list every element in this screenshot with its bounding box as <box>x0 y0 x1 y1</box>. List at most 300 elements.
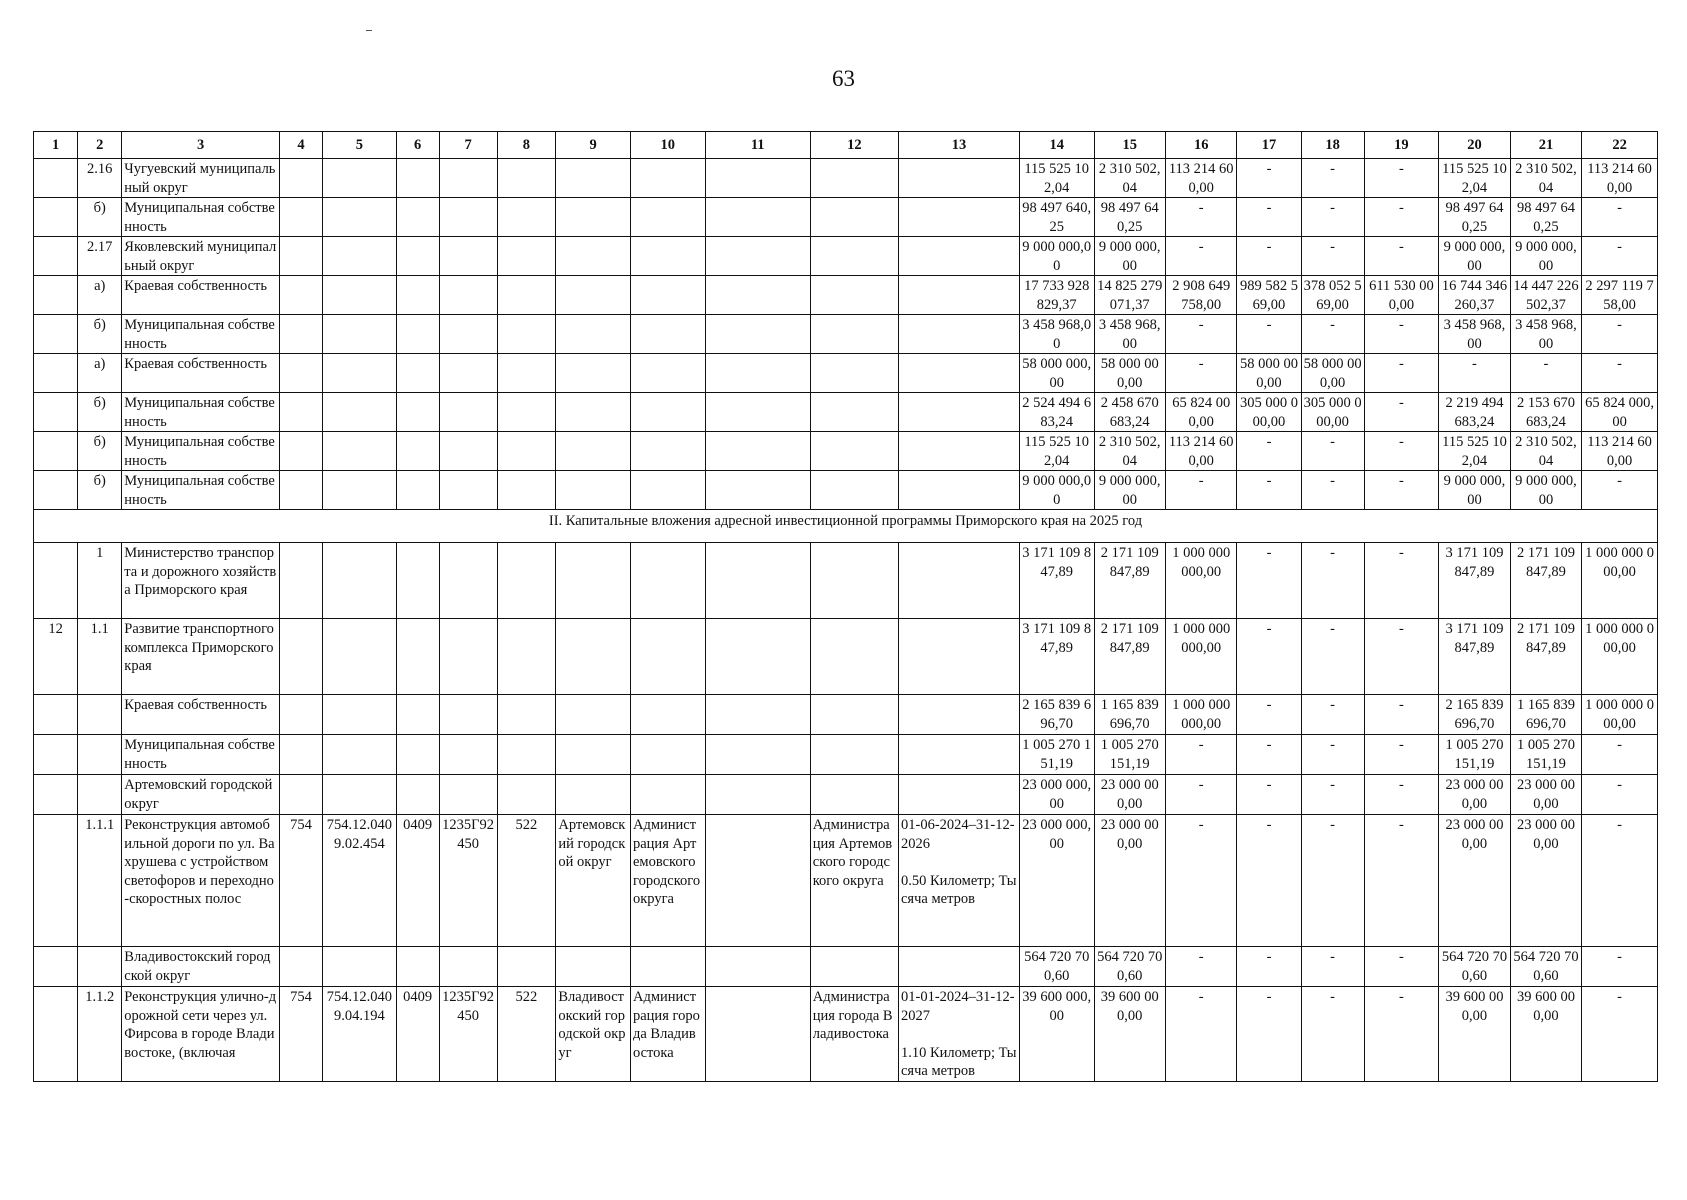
cell-col-4 <box>279 432 322 471</box>
cell-col-19: 611 530 000,00 <box>1364 276 1439 315</box>
cell-col-7: 1235Г92450 <box>439 815 497 947</box>
cell-col-17: - <box>1237 237 1301 276</box>
cell-col-19: - <box>1364 393 1439 432</box>
cell-col-15: 23 000 000,00 <box>1094 815 1165 947</box>
header-cell: 6 <box>396 132 439 159</box>
cell-col-4 <box>279 471 322 510</box>
cell-col-4 <box>279 543 322 619</box>
header-cell: 8 <box>497 132 556 159</box>
header-cell: 4 <box>279 132 322 159</box>
cell-col-5 <box>323 237 397 276</box>
header-cell: 7 <box>439 132 497 159</box>
cell-col-17: - <box>1237 543 1301 619</box>
cell-col-3: Яковлевский муниципальный округ <box>122 237 280 276</box>
cell-col-10 <box>630 198 705 237</box>
cell-col-8 <box>497 432 556 471</box>
cell-col-13 <box>899 775 1020 815</box>
cell-col-20: 3 458 968,00 <box>1439 315 1510 354</box>
cell-col-5 <box>323 393 397 432</box>
cell-col-14: 3 171 109 847,89 <box>1019 619 1094 695</box>
cell-col-12 <box>810 775 898 815</box>
cell-col-15: 9 000 000,00 <box>1094 471 1165 510</box>
cell-col-5 <box>323 432 397 471</box>
cell-col-12: Администрация города Владивостока <box>810 987 898 1082</box>
cell-col-11 <box>705 775 810 815</box>
cell-col-17: - <box>1237 159 1301 198</box>
cell-col-7: 1235Г92450 <box>439 987 497 1082</box>
cell-col-22: 1 000 000 000,00 <box>1582 619 1658 695</box>
cell-col-18: - <box>1301 432 1364 471</box>
cell-col-18: - <box>1301 543 1364 619</box>
cell-col-7 <box>439 159 497 198</box>
header-cell: 11 <box>705 132 810 159</box>
cell-col-6 <box>396 619 439 695</box>
cell-col-1 <box>34 276 78 315</box>
cell-col-11 <box>705 237 810 276</box>
cell-col-1 <box>34 315 78 354</box>
cell-col-20: 115 525 102,04 <box>1439 432 1510 471</box>
cell-col-17: - <box>1237 815 1301 947</box>
cell-col-22: - <box>1582 237 1658 276</box>
header-cell: 1 <box>34 132 78 159</box>
cell-col-14: 23 000 000,00 <box>1019 815 1094 947</box>
cell-col-15: 98 497 640,25 <box>1094 198 1165 237</box>
cell-col-11 <box>705 695 810 735</box>
cell-col-14: 115 525 102,04 <box>1019 159 1094 198</box>
cell-col-1: 12 <box>34 619 78 695</box>
cell-col-7 <box>439 237 497 276</box>
cell-col-16: 113 214 600,00 <box>1165 159 1236 198</box>
cell-col-8 <box>497 276 556 315</box>
cell-col-10 <box>630 947 705 987</box>
table-row <box>34 393 1658 432</box>
cell-col-2: б) <box>78 432 122 471</box>
cell-col-22: 65 824 000,00 <box>1582 393 1658 432</box>
cell-col-1 <box>34 815 78 947</box>
cell-col-11 <box>705 315 810 354</box>
cell-col-20: 2 219 494 683,24 <box>1439 393 1510 432</box>
cell-col-12 <box>810 315 898 354</box>
cell-col-17: - <box>1237 432 1301 471</box>
cell-col-5 <box>323 159 397 198</box>
header-cell: 12 <box>810 132 898 159</box>
cell-col-6 <box>396 237 439 276</box>
cell-col-15: 2 171 109 847,89 <box>1094 543 1165 619</box>
cell-col-3: Артемовский городской округ <box>122 775 280 815</box>
cell-col-15: 2 310 502,04 <box>1094 159 1165 198</box>
cell-col-16: 113 214 600,00 <box>1165 432 1236 471</box>
cell-col-18: - <box>1301 159 1364 198</box>
cell-col-1 <box>34 198 78 237</box>
cell-col-5 <box>323 735 397 775</box>
cell-col-21: 23 000 000,00 <box>1510 775 1581 815</box>
cell-col-21: - <box>1510 354 1581 393</box>
cell-col-9 <box>556 393 631 432</box>
section-title: II. Капитальные вложения адресной инвестиционной программы Приморского края на 2025 год <box>34 510 1658 543</box>
cell-col-4 <box>279 775 322 815</box>
cell-col-8 <box>497 735 556 775</box>
cell-col-3: Развитие транспортного комплекса Приморского края <box>122 619 280 695</box>
cell-col-14: 39 600 000,00 <box>1019 987 1094 1082</box>
cell-col-19: - <box>1364 619 1439 695</box>
cell-col-4 <box>279 354 322 393</box>
cell-col-7 <box>439 432 497 471</box>
cell-col-12 <box>810 276 898 315</box>
cell-col-14: 58 000 000,00 <box>1019 354 1094 393</box>
cell-col-14: 2 524 494 683,24 <box>1019 393 1094 432</box>
cell-col-18: - <box>1301 947 1364 987</box>
cell-col-5: 754.12.0409.04.194 <box>323 987 397 1082</box>
cell-col-21: 2 171 109 847,89 <box>1510 543 1581 619</box>
cell-col-4 <box>279 198 322 237</box>
cell-col-9 <box>556 432 631 471</box>
cell-col-3: Краевая собственность <box>122 354 280 393</box>
cell-col-8: 522 <box>497 987 556 1082</box>
cell-col-2: 1.1 <box>78 619 122 695</box>
cell-col-10: Администрация города Владивостока <box>630 987 705 1082</box>
cell-col-10 <box>630 159 705 198</box>
cell-col-6 <box>396 432 439 471</box>
cell-col-8 <box>497 543 556 619</box>
cell-col-9: Владивостокский городской округ <box>556 987 631 1082</box>
cell-col-11 <box>705 432 810 471</box>
cell-col-18: 58 000 000,00 <box>1301 354 1364 393</box>
cell-col-21: 14 447 226 502,37 <box>1510 276 1581 315</box>
cell-col-21: 2 310 502,04 <box>1510 159 1581 198</box>
header-cell: 9 <box>556 132 631 159</box>
cell-col-3: Муниципальная собственность <box>122 393 280 432</box>
page-number: 63 <box>832 66 855 91</box>
cell-col-6 <box>396 276 439 315</box>
cell-col-16: - <box>1165 775 1236 815</box>
cell-col-20: 3 171 109 847,89 <box>1439 543 1510 619</box>
cell-col-6 <box>396 947 439 987</box>
cell-col-18: - <box>1301 987 1364 1082</box>
cell-col-13 <box>899 315 1020 354</box>
cell-col-11 <box>705 276 810 315</box>
cell-col-5 <box>323 947 397 987</box>
cell-col-13 <box>899 619 1020 695</box>
cell-col-8 <box>497 775 556 815</box>
cell-col-18: 378 052 569,00 <box>1301 276 1364 315</box>
cell-col-22: - <box>1582 315 1658 354</box>
cell-col-4: 754 <box>279 987 322 1082</box>
table-row <box>34 354 1658 393</box>
cell-col-20: 23 000 000,00 <box>1439 775 1510 815</box>
cell-col-8 <box>497 695 556 735</box>
cell-col-7 <box>439 947 497 987</box>
header-cell: 5 <box>323 132 397 159</box>
cell-col-9 <box>556 315 631 354</box>
cell-col-8 <box>497 471 556 510</box>
cell-col-13 <box>899 354 1020 393</box>
cell-col-12 <box>810 695 898 735</box>
cell-col-10 <box>630 276 705 315</box>
cell-col-11 <box>705 619 810 695</box>
cell-col-11 <box>705 947 810 987</box>
cell-col-16: - <box>1165 947 1236 987</box>
cell-col-12 <box>810 471 898 510</box>
cell-col-21: 564 720 700,60 <box>1510 947 1581 987</box>
cell-col-13 <box>899 432 1020 471</box>
cell-col-3: Муниципальная собственность <box>122 471 280 510</box>
cell-col-10 <box>630 393 705 432</box>
header-cell: 20 <box>1439 132 1510 159</box>
cell-col-7 <box>439 695 497 735</box>
cell-col-10 <box>630 432 705 471</box>
cell-col-21: 2 310 502,04 <box>1510 432 1581 471</box>
cell-col-5 <box>323 471 397 510</box>
cell-col-12 <box>810 543 898 619</box>
cell-col-16: - <box>1165 237 1236 276</box>
cell-col-15: 1 005 270 151,19 <box>1094 735 1165 775</box>
cell-col-3: Реконструкция автомобильной дороги по ул. Вахрушева с устройством светофоров и переходно-скоростных полос <box>122 815 280 947</box>
cell-col-12 <box>810 198 898 237</box>
cell-col-14: 3 458 968,00 <box>1019 315 1094 354</box>
header-cell: 2 <box>78 132 122 159</box>
table-row <box>34 695 1658 735</box>
cell-col-13 <box>899 471 1020 510</box>
cell-col-2: б) <box>78 198 122 237</box>
cell-col-4 <box>279 315 322 354</box>
cell-col-4: 754 <box>279 815 322 947</box>
table-row <box>34 947 1658 987</box>
cell-col-7 <box>439 735 497 775</box>
cell-col-8 <box>497 159 556 198</box>
cell-col-15: 1 165 839 696,70 <box>1094 695 1165 735</box>
cell-col-2: а) <box>78 276 122 315</box>
table-row <box>34 432 1658 471</box>
cell-col-15: 3 458 968,00 <box>1094 315 1165 354</box>
cell-col-9 <box>556 543 631 619</box>
cell-col-4 <box>279 619 322 695</box>
cell-col-10 <box>630 315 705 354</box>
cell-col-11 <box>705 198 810 237</box>
cell-col-5 <box>323 695 397 735</box>
cell-col-2: б) <box>78 393 122 432</box>
cell-col-2 <box>78 947 122 987</box>
cell-col-20: 9 000 000,00 <box>1439 471 1510 510</box>
cell-col-8: 522 <box>497 815 556 947</box>
cell-col-1 <box>34 735 78 775</box>
cell-col-5 <box>323 354 397 393</box>
header-cell: 3 <box>122 132 280 159</box>
header-cell: 18 <box>1301 132 1364 159</box>
cell-col-6: 0409 <box>396 987 439 1082</box>
cell-col-9 <box>556 354 631 393</box>
cell-col-17: 305 000 000,00 <box>1237 393 1301 432</box>
cell-col-19: - <box>1364 815 1439 947</box>
cell-col-19: - <box>1364 354 1439 393</box>
cell-col-12 <box>810 159 898 198</box>
header-cell: 17 <box>1237 132 1301 159</box>
table-row <box>34 987 1658 1082</box>
cell-col-19: - <box>1364 237 1439 276</box>
cell-col-3: Муниципальная собственность <box>122 315 280 354</box>
cell-col-15: 2 310 502,04 <box>1094 432 1165 471</box>
cell-col-9 <box>556 947 631 987</box>
cell-col-5 <box>323 543 397 619</box>
cell-col-2: а) <box>78 354 122 393</box>
cell-col-8 <box>497 354 556 393</box>
table-row <box>34 619 1658 695</box>
cell-col-16: - <box>1165 198 1236 237</box>
cell-col-8 <box>497 393 556 432</box>
cell-col-8 <box>497 619 556 695</box>
cell-col-5 <box>323 198 397 237</box>
cell-col-2: б) <box>78 315 122 354</box>
cell-col-6 <box>396 315 439 354</box>
table-row <box>34 735 1658 775</box>
cell-col-4 <box>279 695 322 735</box>
cell-col-18: - <box>1301 471 1364 510</box>
cell-col-6 <box>396 775 439 815</box>
cell-col-21: 9 000 000,00 <box>1510 237 1581 276</box>
cell-col-6 <box>396 198 439 237</box>
header-cell: 15 <box>1094 132 1165 159</box>
table-row <box>34 775 1658 815</box>
cell-col-22: - <box>1582 947 1658 987</box>
cell-col-22: - <box>1582 198 1658 237</box>
cell-col-19: - <box>1364 315 1439 354</box>
cell-col-20: 9 000 000,00 <box>1439 237 1510 276</box>
table-row <box>34 471 1658 510</box>
table-row <box>34 815 1658 947</box>
cell-col-11 <box>705 393 810 432</box>
cell-col-16: - <box>1165 987 1236 1082</box>
cell-col-11 <box>705 471 810 510</box>
cell-col-13 <box>899 237 1020 276</box>
cell-col-14: 2 165 839 696,70 <box>1019 695 1094 735</box>
cell-col-18: - <box>1301 237 1364 276</box>
cell-col-20: 3 171 109 847,89 <box>1439 619 1510 695</box>
cell-col-9 <box>556 735 631 775</box>
cell-col-13: 01-06-2024–31-12-2026 0.50 Километр; Тысяча метров <box>899 815 1020 947</box>
cell-col-15: 564 720 700,60 <box>1094 947 1165 987</box>
cell-col-16: 1 000 000 000,00 <box>1165 543 1236 619</box>
page-mark <box>366 30 372 31</box>
cell-col-7 <box>439 354 497 393</box>
cell-col-12 <box>810 354 898 393</box>
cell-col-3: Краевая собственность <box>122 276 280 315</box>
cell-col-15: 23 000 000,00 <box>1094 775 1165 815</box>
cell-col-11 <box>705 159 810 198</box>
cell-col-18: 305 000 000,00 <box>1301 393 1364 432</box>
cell-col-18: - <box>1301 775 1364 815</box>
cell-col-10: Администрация Артемовского городского округа <box>630 815 705 947</box>
cell-col-1 <box>34 775 78 815</box>
cell-col-17: - <box>1237 735 1301 775</box>
cell-col-2: 1.1.1 <box>78 815 122 947</box>
header-cell: 22 <box>1582 132 1658 159</box>
cell-col-22: - <box>1582 735 1658 775</box>
cell-col-14: 9 000 000,00 <box>1019 237 1094 276</box>
cell-col-2 <box>78 735 122 775</box>
cell-col-16: 2 908 649 758,00 <box>1165 276 1236 315</box>
cell-col-11 <box>705 815 810 947</box>
section-row <box>34 510 1658 543</box>
cell-col-13 <box>899 543 1020 619</box>
cell-col-9 <box>556 237 631 276</box>
cell-col-10 <box>630 619 705 695</box>
cell-col-19: - <box>1364 695 1439 735</box>
cell-col-19: - <box>1364 987 1439 1082</box>
cell-col-22: - <box>1582 987 1658 1082</box>
cell-col-7 <box>439 393 497 432</box>
cell-col-15: 14 825 279 071,37 <box>1094 276 1165 315</box>
cell-col-7 <box>439 315 497 354</box>
cell-col-16: 65 824 000,00 <box>1165 393 1236 432</box>
cell-col-6 <box>396 695 439 735</box>
cell-col-19: - <box>1364 471 1439 510</box>
cell-col-20: 564 720 700,60 <box>1439 947 1510 987</box>
cell-col-12 <box>810 735 898 775</box>
cell-col-22: - <box>1582 471 1658 510</box>
table-row <box>34 276 1658 315</box>
cell-col-20: - <box>1439 354 1510 393</box>
cell-col-14: 1 005 270 151,19 <box>1019 735 1094 775</box>
cell-col-6 <box>396 735 439 775</box>
cell-col-9 <box>556 775 631 815</box>
cell-col-22: 2 297 119 758,00 <box>1582 276 1658 315</box>
cell-col-9 <box>556 619 631 695</box>
cell-col-1 <box>34 432 78 471</box>
header-row <box>34 132 1658 159</box>
cell-col-10 <box>630 237 705 276</box>
cell-col-14: 17 733 928 829,37 <box>1019 276 1094 315</box>
cell-col-9 <box>556 159 631 198</box>
cell-col-7 <box>439 775 497 815</box>
cell-col-22: 1 000 000 000,00 <box>1582 543 1658 619</box>
cell-col-4 <box>279 393 322 432</box>
cell-col-13: 01-01-2024–31-12-2027 1.10 Километр; Тысяча метров <box>899 987 1020 1082</box>
cell-col-5 <box>323 775 397 815</box>
cell-col-3: Владивостокский городской округ <box>122 947 280 987</box>
cell-col-17: - <box>1237 315 1301 354</box>
table-row <box>34 543 1658 619</box>
investment-table <box>33 131 1658 1082</box>
cell-col-18: - <box>1301 815 1364 947</box>
cell-col-8 <box>497 315 556 354</box>
cell-col-20: 2 165 839 696,70 <box>1439 695 1510 735</box>
cell-col-17: - <box>1237 987 1301 1082</box>
cell-col-10 <box>630 775 705 815</box>
cell-col-21: 2 153 670 683,24 <box>1510 393 1581 432</box>
cell-col-20: 115 525 102,04 <box>1439 159 1510 198</box>
cell-col-8 <box>497 198 556 237</box>
cell-col-2: 2.16 <box>78 159 122 198</box>
cell-col-6 <box>396 543 439 619</box>
cell-col-21: 98 497 640,25 <box>1510 198 1581 237</box>
table-row <box>34 237 1658 276</box>
cell-col-21: 39 600 000,00 <box>1510 987 1581 1082</box>
cell-col-21: 1 165 839 696,70 <box>1510 695 1581 735</box>
cell-col-17: - <box>1237 471 1301 510</box>
cell-col-12 <box>810 947 898 987</box>
cell-col-22: - <box>1582 354 1658 393</box>
cell-col-19: - <box>1364 947 1439 987</box>
cell-col-21: 23 000 000,00 <box>1510 815 1581 947</box>
cell-col-14: 98 497 640,25 <box>1019 198 1094 237</box>
cell-col-17: - <box>1237 619 1301 695</box>
cell-col-17: - <box>1237 695 1301 735</box>
cell-col-10 <box>630 695 705 735</box>
cell-col-13 <box>899 695 1020 735</box>
cell-col-10 <box>630 735 705 775</box>
cell-col-17: - <box>1237 775 1301 815</box>
cell-col-12: Администрация Артемовского городского округа <box>810 815 898 947</box>
cell-col-1 <box>34 159 78 198</box>
